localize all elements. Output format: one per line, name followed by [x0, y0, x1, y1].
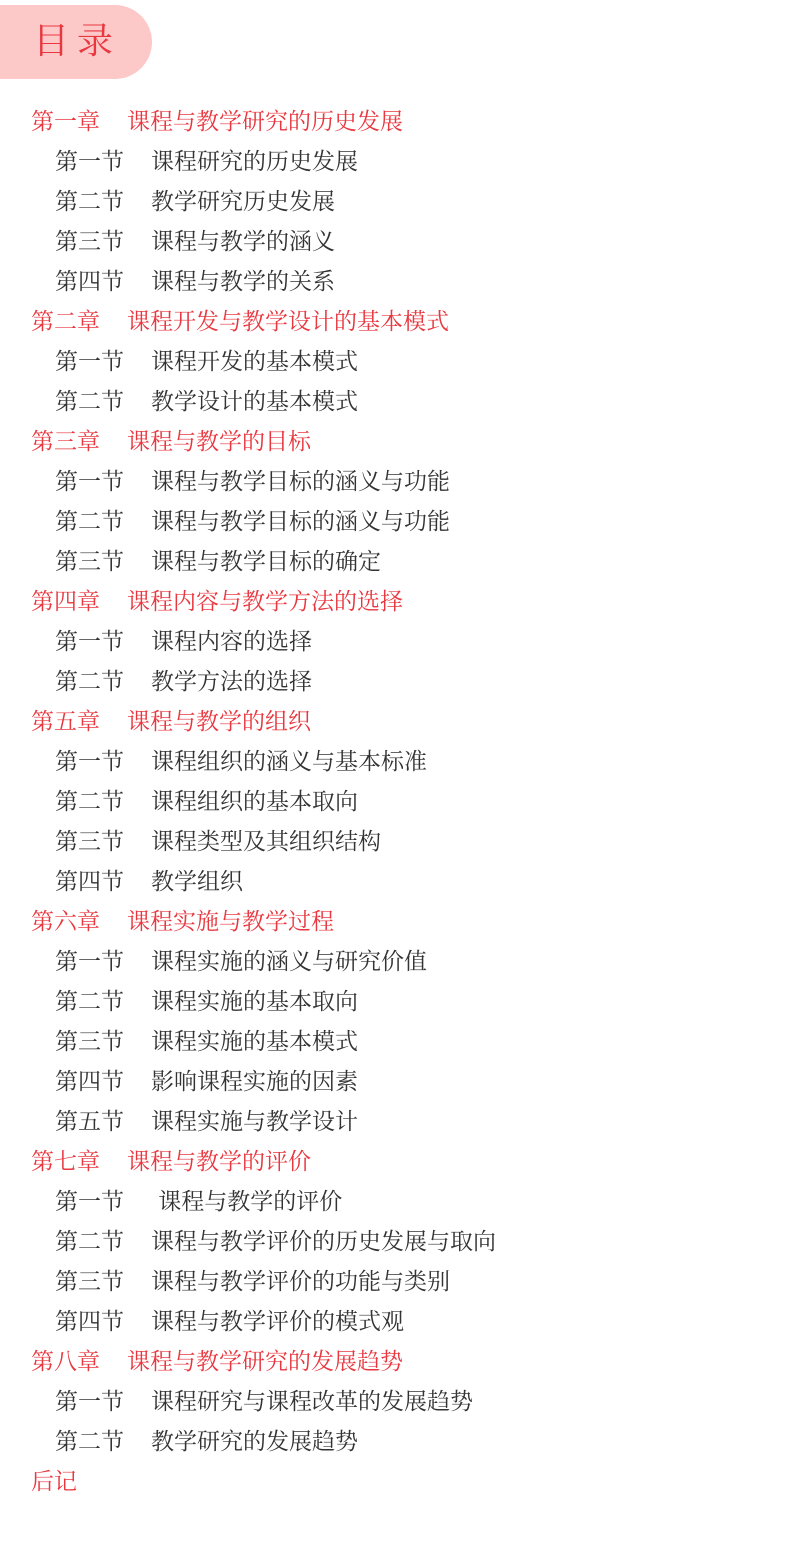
toc-section-entry[interactable]	[0, 822, 790, 862]
toc-section-entry[interactable]	[0, 182, 790, 222]
section-title: 课程开发的基本模式	[151, 349, 358, 375]
toc-section-entry[interactable]	[0, 622, 790, 662]
section-number: 第一节	[55, 469, 124, 495]
toc-section-entry[interactable]	[0, 1182, 790, 1222]
section-number: 第二节	[55, 1429, 124, 1455]
chapter-number: 第二章	[31, 309, 100, 335]
section-title: 课程与教学评价的历史发展与取向	[151, 1229, 496, 1255]
toc-section-entry[interactable]	[0, 462, 790, 502]
chapter-number: 第一章	[31, 109, 100, 135]
table-of-contents	[0, 102, 790, 1502]
toc-section-entry[interactable]	[0, 1222, 790, 1262]
toc-chapter-entry[interactable]	[0, 422, 790, 462]
chapter-title: 课程开发与教学设计的基本模式	[127, 309, 449, 335]
section-title: 课程研究与课程改革的发展趋势	[151, 1389, 473, 1415]
toc-section-entry[interactable]	[0, 942, 790, 982]
section-title: 影响课程实施的因素	[151, 1069, 358, 1095]
section-number: 第一节	[55, 349, 124, 375]
section-title: 课程实施与教学设计	[151, 1109, 358, 1135]
section-title: 课程组织的基本取向	[151, 789, 358, 815]
section-title: 课程研究的历史发展	[151, 149, 358, 175]
section-title: 教学设计的基本模式	[151, 389, 358, 415]
section-number: 第四节	[55, 269, 124, 295]
toc-section-entry[interactable]	[0, 222, 790, 262]
section-title: 课程内容的选择	[151, 629, 312, 655]
section-number: 第二节	[55, 189, 124, 215]
toc-chapter-entry[interactable]	[0, 302, 790, 342]
section-number: 第二节	[55, 1229, 124, 1255]
section-number: 第二节	[55, 389, 124, 415]
chapter-number: 第五章	[31, 709, 100, 735]
chapter-title: 课程内容与教学方法的选择	[127, 589, 403, 615]
section-number: 第一节	[55, 629, 124, 655]
toc-section-entry[interactable]	[0, 342, 790, 382]
section-title: 课程与教学的评价	[151, 1189, 343, 1215]
toc-chapter-entry[interactable]	[0, 1342, 790, 1382]
chapter-number: 第四章	[31, 589, 100, 615]
section-number: 第二节	[55, 509, 124, 535]
section-number: 第三节	[55, 1269, 124, 1295]
toc-section-entry[interactable]	[0, 662, 790, 702]
toc-section-entry[interactable]	[0, 1262, 790, 1302]
chapter-number: 后记	[31, 1469, 77, 1495]
toc-section-entry[interactable]	[0, 502, 790, 542]
section-number: 第二节	[55, 789, 124, 815]
chapter-number: 第八章	[31, 1349, 100, 1375]
section-title: 课程与教学目标的涵义与功能	[151, 469, 450, 495]
section-number: 第四节	[55, 1069, 124, 1095]
section-title: 课程与教学目标的涵义与功能	[151, 509, 450, 535]
section-number: 第一节	[55, 1389, 124, 1415]
toc-section-entry[interactable]	[0, 1382, 790, 1422]
section-title: 课程与教学的关系	[151, 269, 335, 295]
toc-section-entry[interactable]	[0, 142, 790, 182]
section-number: 第一节	[55, 149, 124, 175]
section-title: 课程实施的基本模式	[151, 1029, 358, 1055]
section-title: 课程类型及其组织结构	[151, 829, 381, 855]
section-title: 课程与教学的涵义	[151, 229, 335, 255]
toc-section-entry[interactable]	[0, 1022, 790, 1062]
toc-header-badge	[0, 5, 152, 79]
section-title: 课程与教学评价的功能与类别	[151, 1269, 450, 1295]
toc-chapter-entry[interactable]	[0, 1462, 790, 1502]
section-number: 第四节	[55, 1309, 124, 1335]
section-title: 课程实施的基本取向	[151, 989, 358, 1015]
toc-chapter-entry[interactable]	[0, 1142, 790, 1182]
section-number: 第四节	[55, 869, 124, 895]
toc-section-entry[interactable]	[0, 862, 790, 902]
section-number: 第三节	[55, 229, 124, 255]
section-title: 课程与教学目标的确定	[151, 549, 381, 575]
section-title: 课程组织的涵义与基本标准	[151, 749, 427, 775]
section-number: 第三节	[55, 549, 124, 575]
toc-section-entry[interactable]	[0, 1062, 790, 1102]
chapter-title: 课程与教学研究的历史发展	[127, 109, 403, 135]
toc-section-entry[interactable]	[0, 542, 790, 582]
section-title: 教学研究的发展趋势	[151, 1429, 358, 1455]
chapter-title: 课程与教学的目标	[127, 429, 311, 455]
section-number: 第三节	[55, 1029, 124, 1055]
toc-section-entry[interactable]	[0, 742, 790, 782]
section-number: 第一节	[55, 1189, 124, 1215]
toc-section-entry[interactable]	[0, 382, 790, 422]
toc-chapter-entry[interactable]	[0, 582, 790, 622]
toc-section-entry[interactable]	[0, 782, 790, 822]
chapter-title: 课程实施与教学过程	[127, 909, 334, 935]
section-title: 教学方法的选择	[151, 669, 312, 695]
chapter-title: 课程与教学研究的发展趋势	[127, 1349, 403, 1375]
toc-header-title: 目录	[33, 21, 122, 62]
section-title: 教学组织	[151, 869, 243, 895]
chapter-title: 课程与教学的评价	[127, 1149, 311, 1175]
section-number: 第三节	[55, 829, 124, 855]
section-number: 第二节	[55, 989, 124, 1015]
section-number: 第五节	[55, 1109, 124, 1135]
chapter-number: 第六章	[31, 909, 100, 935]
section-title: 课程与教学评价的模式观	[151, 1309, 404, 1335]
section-title: 课程实施的涵义与研究价值	[151, 949, 427, 975]
section-number: 第一节	[55, 949, 124, 975]
chapter-title: 课程与教学的组织	[127, 709, 311, 735]
toc-chapter-entry[interactable]	[0, 702, 790, 742]
toc-section-entry[interactable]	[0, 1302, 790, 1342]
toc-section-entry[interactable]	[0, 1102, 790, 1142]
chapter-number: 第七章	[31, 1149, 100, 1175]
section-number: 第一节	[55, 749, 124, 775]
toc-section-entry[interactable]	[0, 262, 790, 302]
section-number: 第二节	[55, 669, 124, 695]
chapter-number: 第三章	[31, 429, 100, 455]
toc-section-entry[interactable]	[0, 1422, 790, 1462]
toc-chapter-entry[interactable]	[0, 102, 790, 142]
toc-section-entry[interactable]	[0, 982, 790, 1022]
toc-chapter-entry[interactable]	[0, 902, 790, 942]
section-title: 教学研究历史发展	[151, 189, 335, 215]
